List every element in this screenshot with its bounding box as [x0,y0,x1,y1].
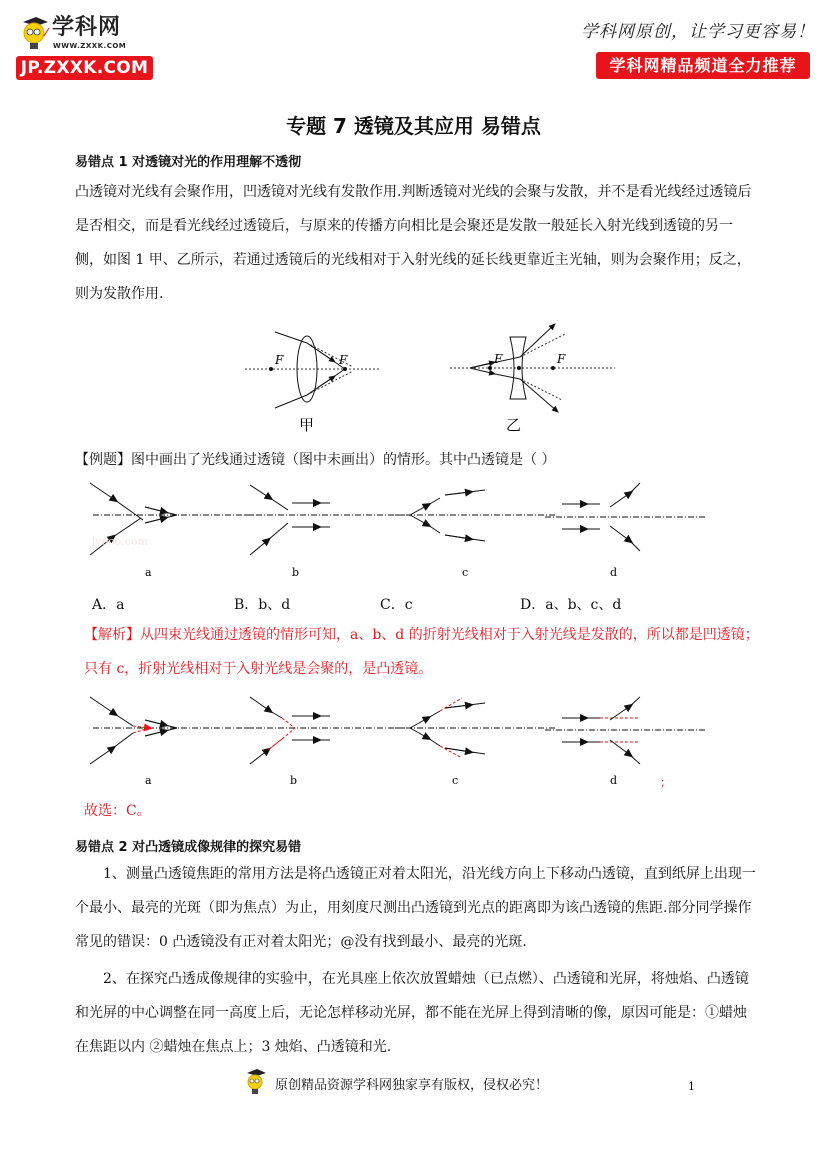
option-a: A．a [92,597,125,613]
section1-heading: 易错点 1 对透镜对光的作用理解不透彻 [75,155,302,170]
focus-label: F [557,352,566,366]
diagram-label: a [145,566,152,579]
option-d: D．a、b、c、d [520,597,622,613]
footer-copyright: 原创精品资源学科网独家享有版权，侵权必究！ [275,1078,549,1093]
recommend-badge: 学科网精品频道全力推荐 [596,52,810,79]
figure-caption-jia: 甲 [299,416,315,434]
answer-diagram-c [395,698,555,787]
concave-lens-diagram [450,324,615,434]
section1-paragraph: 凸透镜对光线有会聚作用，凹透镜对光线有发散作用.判断透镜对光线的会聚与发散，并不是看光线经过透镜后是否相交，而是看光线经过透镜后，与原来的传播方向相比是会聚还是发散一般延长入射光线到透镜的另一侧，如图 1 甲、乙所示，若通过透镜后的光线相对于入射光线的延长线更靠近主光轴，则为会聚作用；反之，则为发散作用. [75,184,752,302]
answer-diagrams [85,692,725,794]
diagram-c [395,490,555,579]
option-c: C．c [380,597,413,613]
focus-label: F [339,353,348,367]
section2-item1: 1、测量凸透镜焦距的常用方法是将凸透镜正对着太阳光，沿光线方向上下移动凸透镜，直到纸屏上出现一个最小、最亮的光斑（即为焦点）为止，用刻度尺测出凸透镜到光点的距离即为该凸透镜的焦距.部分同学操作常见的错误：0 凸透镜没有正对着太阳光；@没有找到最小、最亮的光斑. [75,866,756,950]
focus-label: F [275,353,284,367]
answer-diagram-d [545,697,705,789]
example-question: 【例题】图中画出了光线通过透镜（图中未画出）的情形。其中凸透镜是（ ） [75,452,556,468]
analysis-text: 【解析】从四束光线通过透镜的情形可知，a、b、d 的折射光线相对于入射光线是发散的，所以都是凹透镜；只有 c，折射光线相对于入射光线是会聚的，是凸透镜。 [84,627,759,677]
answer-diagram-a [90,697,255,787]
section2-item2: 2、在探究凸透成像规律的实验中，在光具座上依次放置蜡烛（已点燃）、凸透镜和光屏，将烛焰、凸透镜和光屏的中心调整在同一高度上后，无论怎样移动光屏，都不能在光屏上得到清晰的像，原因可能是：①蜡烛在焦距以内 ②蜡烛在焦点上；3 烛焰、凸透镜和光. [75,971,749,1055]
diagram-label: d [610,774,618,787]
slogan: 学科网原创，让学习更容易！ [581,22,815,42]
diagram-label: c [462,566,469,579]
diagram-label: a [145,774,152,787]
logo-mascot-icon [20,16,50,50]
diagram-label: d [610,566,618,579]
diagram-label: c [452,774,459,787]
figure-caption-yi: 乙 [506,416,522,434]
diagram-a [90,483,255,579]
brand-name: 学科网 [52,15,122,40]
option-b: B．b、d [234,597,291,613]
trailing-mark: ； [660,776,671,789]
footer-mascot-icon [245,1068,267,1096]
diagram-label: b [290,774,298,787]
page-number: 1 [688,1080,695,1093]
answer-text: 故选：C。 [84,803,151,819]
convex-lens-diagram [245,332,380,434]
answer-diagram-b [245,697,405,787]
diagram-b [245,485,405,579]
watermark: Jyeoo.com [91,535,148,548]
brand-badge-link[interactable]: JP.ZXXK.COM [16,56,153,80]
question-diagrams [85,475,725,585]
diagram-label: b [292,566,300,579]
diagram-d [545,483,705,579]
section2-heading: 易错点 2 对凸透镜成像规律的探究易错 [75,840,302,855]
focus-label: F [494,352,503,366]
lens-figure [235,322,615,437]
brand-url: WWW.ZXXK.COM [53,42,127,50]
page-title: 专题 7 透镜及其应用 易错点 [286,114,541,138]
